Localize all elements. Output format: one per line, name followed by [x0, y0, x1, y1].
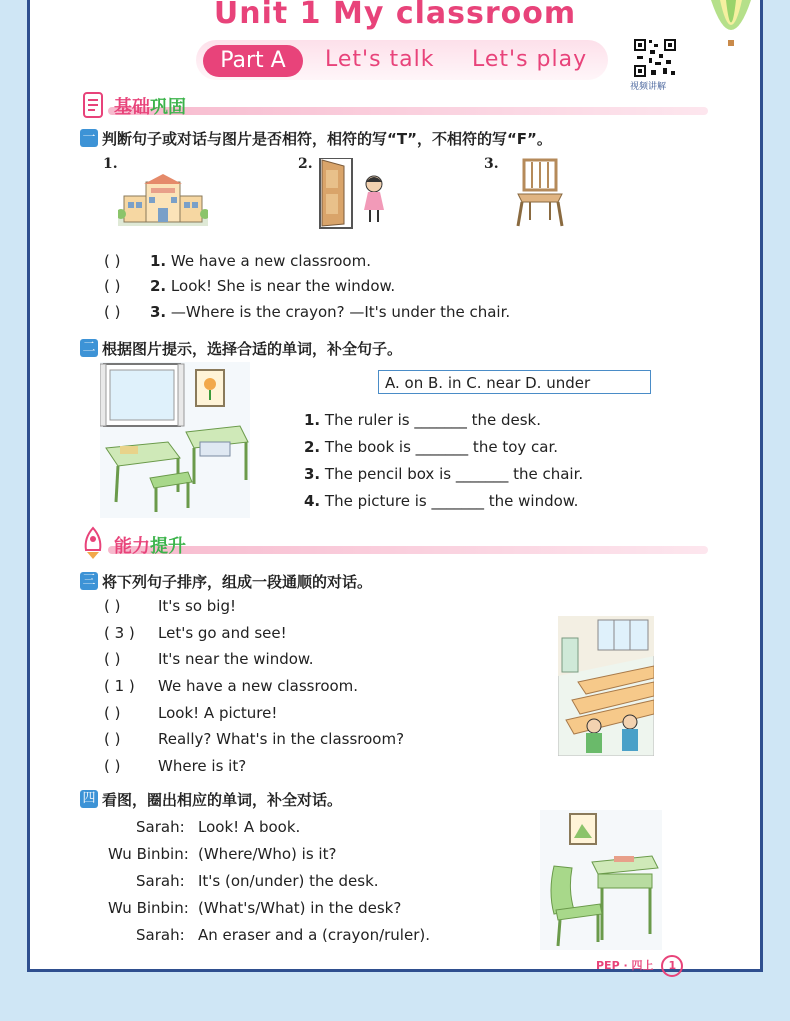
question-number-badge: 一 [80, 129, 98, 147]
statement-item [150, 303, 510, 321]
item-number: 1. [150, 252, 167, 270]
section-advanced-header [78, 534, 718, 560]
question-number-badge: 四 [80, 790, 98, 808]
question-number-badge: 二 [80, 339, 98, 357]
order-blank[interactable]: ( 1 ) [104, 677, 135, 695]
dialogue-sentence: Look! A picture! [158, 704, 278, 722]
word-options-box: A. on B. in C. near D. under [378, 370, 651, 394]
picture-label: 1. [103, 156, 118, 172]
dialogue-line-choice[interactable]: (Where/Who) is it? [198, 845, 337, 863]
section-title-a: 能力 [114, 536, 150, 557]
part-play-label: Let's play [472, 47, 588, 72]
dialogue-line-choice[interactable]: It's (on/under) the desk. [198, 872, 379, 890]
dialogue-speaker: Sarah: [136, 818, 185, 836]
qr-code-icon[interactable] [633, 38, 677, 78]
item-number: 4. [304, 492, 321, 510]
footer-badge [596, 955, 683, 977]
dialogue-line-choice[interactable]: (What's/What) in the desk? [198, 899, 402, 917]
question-instruction: 将下列句子排序，组成一段通顺的对话。 [102, 573, 373, 591]
fill-in-sentence[interactable] [304, 438, 558, 456]
order-blank[interactable]: ( ) [104, 757, 121, 775]
section-title-a: 基础 [114, 97, 150, 118]
picture-label: 2. [298, 156, 313, 172]
dialogue-sentence: Where is it? [158, 757, 247, 775]
question-instruction: 看图，圈出相应的单词，补全对话。 [102, 791, 343, 809]
item-text: —Where is the crayon? —It's under the chair. [170, 303, 511, 321]
classroom-desks-image [100, 362, 250, 518]
order-blank[interactable]: ( ) [104, 730, 121, 748]
girl-at-door-image [318, 158, 394, 230]
item-number: 3. [150, 303, 167, 321]
dialogue-speaker: Wu Binbin: [108, 899, 189, 917]
dialogue-sentence: Let's go and see! [158, 624, 287, 642]
section-title-b: 巩固 [150, 97, 186, 118]
item-text: We have a new classroom. [170, 252, 371, 270]
item-text: The ruler is _______ the desk. [324, 411, 542, 429]
item-text: Look! She is near the window. [170, 277, 396, 295]
page-number: 1 [661, 955, 683, 977]
fill-in-sentence[interactable] [304, 492, 578, 510]
answer-blank[interactable]: ( ) [104, 303, 121, 321]
answer-blank[interactable]: ( ) [104, 252, 121, 270]
order-blank[interactable]: ( ) [104, 704, 121, 722]
item-text: The book is _______ the toy car. [324, 438, 559, 456]
fill-in-sentence[interactable] [304, 411, 541, 429]
section-underline [108, 546, 708, 554]
dialogue-speaker: Sarah: [136, 872, 185, 890]
order-blank[interactable]: ( 3 ) [104, 624, 135, 642]
statement-item [150, 277, 395, 295]
item-number: 2. [150, 277, 167, 295]
school-building-image [118, 172, 208, 228]
dialogue-line-choice[interactable]: An eraser and a (crayon/ruler). [198, 926, 430, 944]
section-title-b: 提升 [150, 536, 186, 557]
dialogue-speaker: Sarah: [136, 926, 185, 944]
desk-and-chair-image [540, 810, 662, 950]
picture-label: 3. [484, 156, 499, 172]
qr-label: 视频讲解 [630, 82, 667, 92]
item-number: 1. [304, 411, 321, 429]
question-instruction: 根据图片提示，选择合适的单词，补全句子。 [102, 340, 403, 358]
statement-item [150, 252, 371, 270]
dialogue-speaker: Wu Binbin: [108, 845, 189, 863]
dialogue-line: Look! A book. [198, 818, 301, 836]
question-number-badge: 三 [80, 572, 98, 590]
part-talk-label: Let's talk [325, 47, 435, 72]
unit-title: Unit 1 My classroom [213, 0, 577, 31]
chair-image [510, 158, 570, 228]
footer-badge-text: PEP · 四上 [596, 959, 654, 972]
answer-blank[interactable]: ( ) [104, 277, 121, 295]
rocket-icon [78, 526, 108, 560]
fill-in-sentence[interactable] [304, 465, 583, 483]
item-number: 3. [304, 465, 321, 483]
item-number: 2. [304, 438, 321, 456]
question-instruction: 判断句子或对话与图片是否相符，相符的写“T”，不相符的写“F”。 [102, 130, 552, 148]
dialogue-sentence: Really? What's in the classroom? [158, 730, 405, 748]
classroom-interior-image [558, 616, 654, 756]
order-blank[interactable]: ( ) [104, 650, 121, 668]
dialogue-sentence: It's near the window. [158, 650, 314, 668]
part-badge: Part A [203, 45, 303, 77]
section-underline [108, 107, 708, 115]
item-text: The pencil box is _______ the chair. [324, 465, 584, 483]
item-text: The picture is _______ the window. [324, 492, 579, 510]
balloon-icon [706, 0, 756, 48]
dialogue-sentence: We have a new classroom. [158, 677, 359, 695]
order-blank[interactable]: ( ) [104, 597, 121, 615]
dialogue-sentence: It's so big! [158, 597, 236, 615]
section-basic-header [78, 95, 718, 121]
scroll-icon [78, 89, 108, 121]
